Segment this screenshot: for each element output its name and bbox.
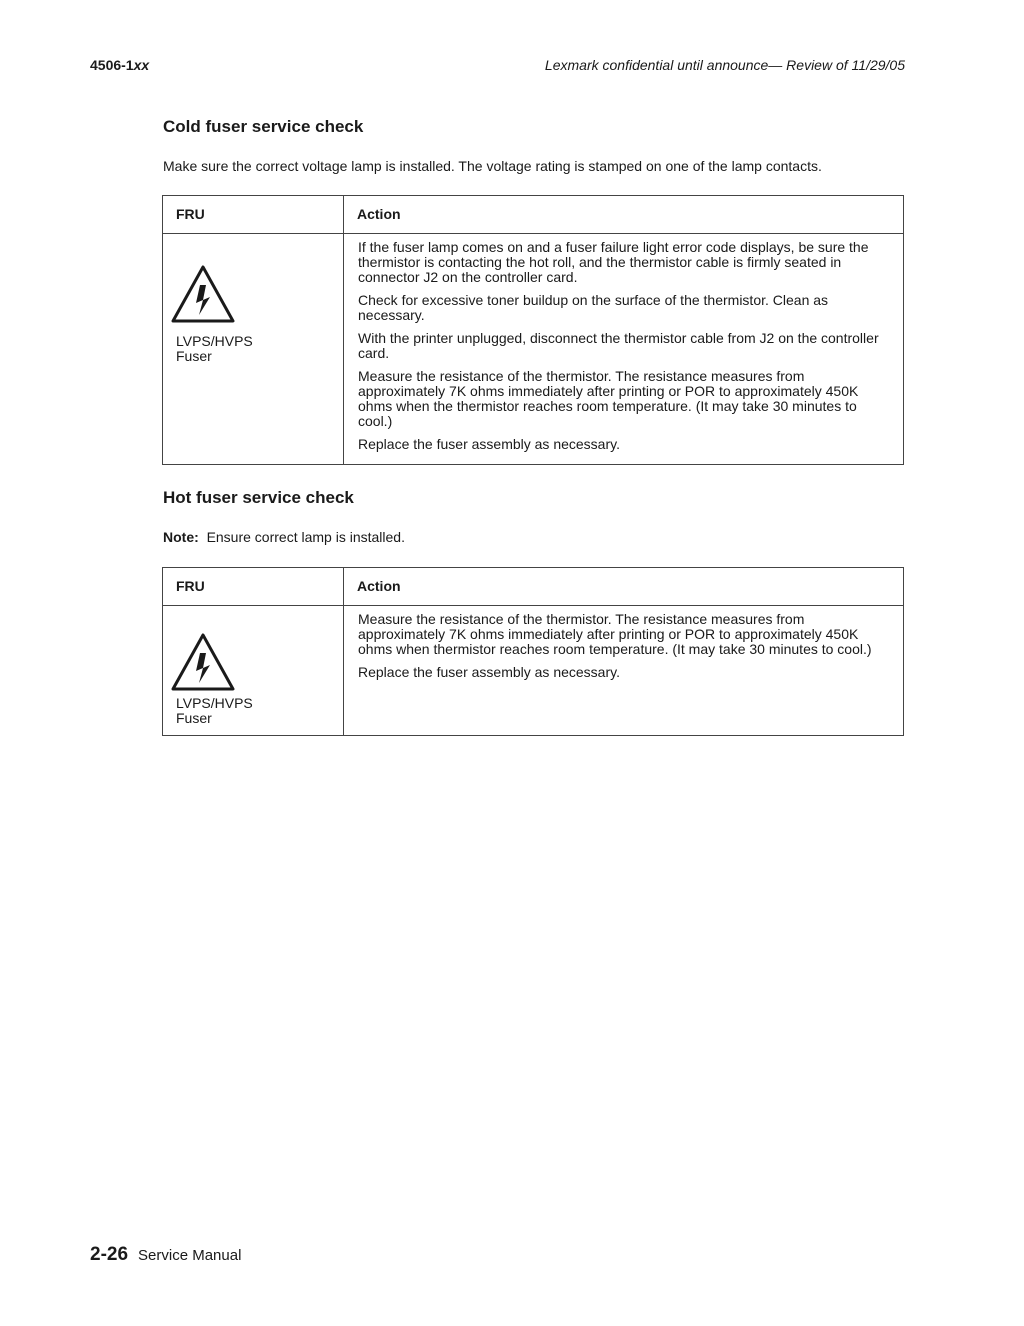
fru-label xyxy=(176,696,253,726)
fru-column-header: FRU xyxy=(163,196,344,234)
note-text: Ensure correct lamp is installed. xyxy=(206,529,405,545)
page-number: 2-26 xyxy=(90,1244,129,1265)
table-row xyxy=(163,234,904,465)
hot-fuser-title: Hot fuser service check xyxy=(163,488,354,507)
fru-name-fuser: Fuser xyxy=(176,710,212,726)
action-cell xyxy=(344,234,904,465)
page-header xyxy=(90,57,905,75)
action-step: Measure the resistance of the thermistor. The resistance measures from approximately 7K ohms immediately after printing or POR to approximately 450K ohms when thermistor reaches room temperature. (It may take 30 minutes to cool.) xyxy=(358,611,872,657)
page-footer xyxy=(90,1244,241,1266)
table-header-row xyxy=(163,568,904,606)
cold-fuser-title: Cold fuser service check xyxy=(163,117,364,136)
fru-column-header: FRU xyxy=(163,568,344,606)
action-step: If the fuser lamp comes on and a fuser failure light error code displays, be sure the thermistor is contacting the hot roll, and the thermistor cable is firmly seated in connector J2 on the controller card. xyxy=(358,239,869,285)
table-header-row xyxy=(163,196,904,234)
model-prefix: 4506-1 xyxy=(90,57,134,73)
high-voltage-warning-icon xyxy=(171,265,235,323)
hot-fuser-note xyxy=(163,529,405,545)
fru-label xyxy=(176,334,253,364)
review-note: Lexmark confidential until announce— Review of 11/29/05 xyxy=(544,57,905,73)
action-step: Measure the resistance of the thermistor. The resistance measures from approximately 7K ohms immediately after printing or POR to approximately 450K ohms when the thermistor reaches room temperature. (It may take 30 minutes to cool.) xyxy=(358,368,859,429)
action-step: Replace the fuser assembly as necessary. xyxy=(358,436,620,452)
model-number xyxy=(90,57,149,73)
action-step: Replace the fuser assembly as necessary. xyxy=(358,664,620,680)
action-step: Check for excessive toner buildup on the surface of the thermistor. Clean as necessary. xyxy=(358,292,829,323)
fru-name-fuser: Fuser xyxy=(176,348,212,364)
action-column-header: Action xyxy=(344,196,904,234)
action-cell xyxy=(344,606,904,736)
fru-cell xyxy=(163,606,344,736)
table-row xyxy=(163,606,904,736)
action-step: With the printer unplugged, disconnect the thermistor cable from J2 on the controller card. xyxy=(358,330,879,361)
fru-cell xyxy=(163,234,344,465)
cold-fuser-table xyxy=(162,195,904,465)
high-voltage-warning-icon xyxy=(171,633,235,691)
manual-name: Service Manual xyxy=(138,1247,242,1264)
hot-fuser-table xyxy=(162,567,904,736)
fru-name-lvps-hvps: LVPS/HVPS xyxy=(176,333,253,349)
fru-name-lvps-hvps: LVPS/HVPS xyxy=(176,695,253,711)
note-label: Note: xyxy=(163,529,199,545)
cold-fuser-intro: Make sure the correct voltage lamp is installed. The voltage rating is stamped on one of the lamp contacts. xyxy=(163,158,822,174)
model-suffix: xx xyxy=(133,57,150,73)
action-column-header: Action xyxy=(344,568,904,606)
